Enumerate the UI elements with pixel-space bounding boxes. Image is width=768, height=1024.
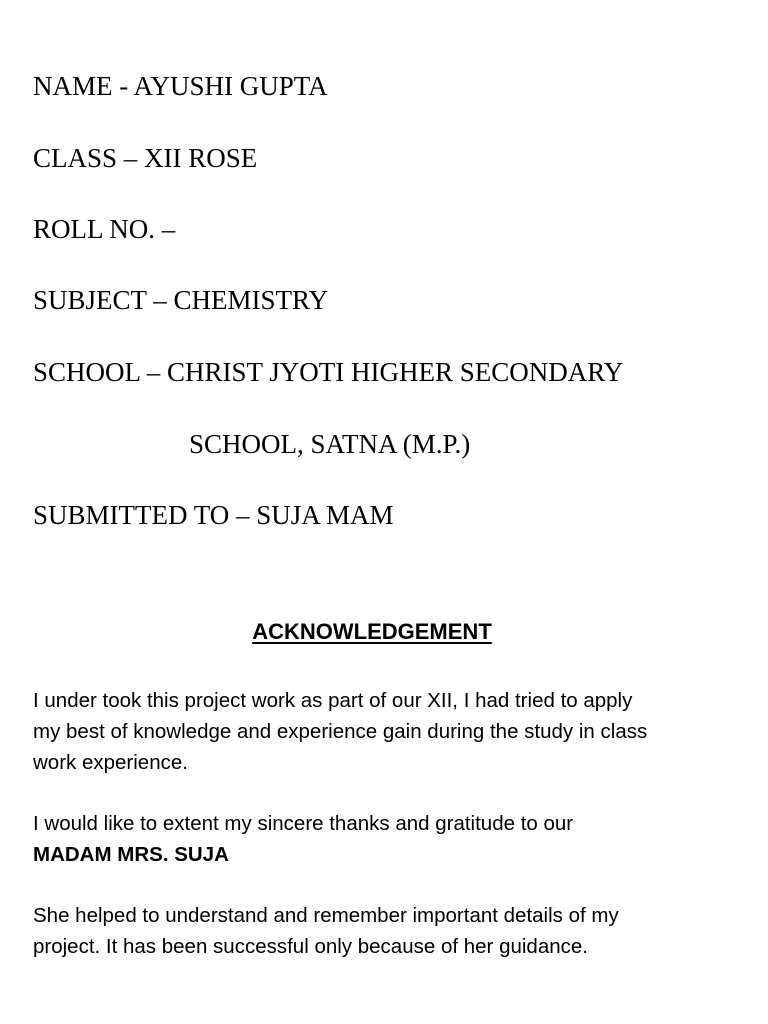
student-name: NAME - AYUSHI GUPTA [33, 71, 328, 101]
paragraph-line: work experience. [33, 751, 188, 774]
paragraph-line: my best of knowledge and experience gain during the study in class [33, 720, 648, 743]
acknowledgement-heading: ACKNOWLEDGEMENT [252, 619, 492, 644]
paragraph-line: project. It has been successful only because of her guidance. [33, 935, 588, 958]
paragraph-line: I under took this project work as part of our XII, I had tried to apply [33, 689, 633, 712]
teacher-name: MADAM MRS. SUJA [33, 843, 229, 866]
submitted-to: SUBMITTED TO – SUJA MAM [33, 500, 394, 530]
acknowledgement-paragraph-1 [33, 685, 745, 778]
subject: SUBJECT – CHEMISTRY [33, 285, 329, 315]
paragraph-line: I would like to extent my sincere thanks and gratitude to our [33, 812, 574, 835]
student-class: CLASS – XII ROSE [33, 143, 258, 173]
acknowledgement-paragraph-3 [33, 900, 745, 962]
school-line-1: SCHOOL – CHRIST JYOTI HIGHER SECONDARY [33, 357, 624, 387]
acknowledgement-paragraph-2 [33, 808, 745, 870]
roll-number: ROLL NO. – [33, 214, 176, 244]
school-line-2: SCHOOL, SATNA (M.P.) [189, 429, 471, 459]
paragraph-line: She helped to understand and remember important details of my [33, 904, 619, 927]
